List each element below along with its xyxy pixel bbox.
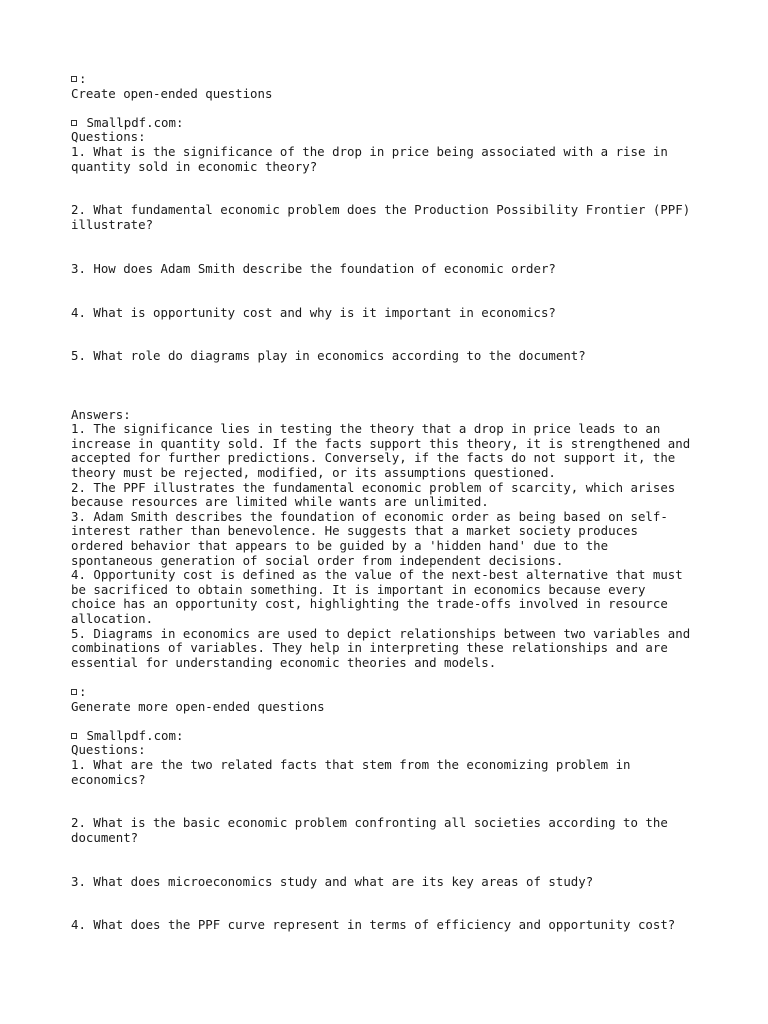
- user-speaker-suffix: :: [79, 683, 87, 699]
- questions-heading: Questions:: [71, 742, 146, 758]
- question-line: 4. What is opportunity cost and why is it important in economics?: [71, 304, 556, 320]
- user-speaker-line: [71, 72, 711, 87]
- answer-line: 2. The PPF illustrates the fundamental economic problem of scarcity, which arises: [71, 479, 676, 495]
- speaker-box-icon: [71, 733, 77, 739]
- question-line: 3. What does microeconomics study and what are its key areas of study?: [71, 873, 594, 889]
- answer-line: interest rather than benevolence. He suggests that a market society produces: [71, 523, 638, 539]
- answer-line: spontaneous generation of social order from independent decisions.: [71, 552, 564, 568]
- question-line: 2. What is the basic economic problem confronting all societies according to the: [71, 815, 668, 831]
- answers-heading: Answers:: [71, 406, 131, 422]
- answer-line: 3. Adam Smith describes the foundation of economic order as being based on self-: [71, 508, 668, 524]
- answer-line: choice has an opportunity cost, highlighting the trade-offs involved in resource: [71, 596, 668, 612]
- speaker-box-icon: [71, 120, 77, 126]
- question-line: illustrate?: [71, 216, 154, 232]
- assistant-speaker-name: Smallpdf.com:: [79, 727, 184, 743]
- document-page: [71, 72, 711, 933]
- user-prompt: Create open-ended questions: [71, 85, 273, 101]
- assistant-speaker-name: Smallpdf.com:: [79, 114, 184, 130]
- answer-line: combinations of variables. They help in interpreting these relationships and are: [71, 640, 668, 656]
- question-line: 3. How does Adam Smith describe the foundation of economic order?: [71, 260, 556, 276]
- answer-line: be sacrificed to obtain something. It is important in economics because every: [71, 581, 646, 597]
- answer-line: allocation.: [71, 610, 154, 626]
- question-line: document?: [71, 829, 139, 845]
- user-prompt: Generate more open-ended questions: [71, 698, 325, 714]
- answer-line: 5. Diagrams in economics are used to depict relationships between two variables and: [71, 625, 691, 641]
- question-line: quantity sold in economic theory?: [71, 158, 318, 174]
- user-speaker-line: [71, 685, 711, 700]
- answer-line: ordered behavior that appears to be guided by a 'hidden hand' due to the: [71, 538, 609, 554]
- assistant-speaker-line: [71, 729, 711, 744]
- answer-line: accepted for further predictions. Conversely, if the facts do not support it, the: [71, 450, 676, 466]
- question-line: 5. What role do diagrams play in economics according to the document?: [71, 348, 586, 364]
- answer-line: essential for understanding economic theories and models.: [71, 654, 497, 670]
- answer-line: 1. The significance lies in testing the theory that a drop in price leads to an: [71, 421, 661, 437]
- question-line: economics?: [71, 771, 146, 787]
- answer-line: theory must be rejected, modified, or its assumptions questioned.: [71, 465, 556, 481]
- speaker-box-icon: [71, 689, 77, 695]
- user-speaker-suffix: :: [79, 71, 87, 86]
- questions-heading: Questions:: [71, 129, 146, 145]
- speaker-box-icon: [71, 76, 77, 82]
- answer-line: because resources are limited while wants are unlimited.: [71, 494, 489, 510]
- question-line: 1. What are the two related facts that stem from the economizing problem in: [71, 756, 631, 772]
- question-line: 2. What fundamental economic problem does the Production Possibility Frontier (PPF): [71, 202, 691, 218]
- answer-line: increase in quantity sold. If the facts support this theory, it is strengthened and: [71, 435, 691, 451]
- question-line: 1. What is the significance of the drop in price being associated with a rise in: [71, 143, 668, 159]
- assistant-speaker-line: [71, 116, 711, 131]
- answer-line: 4. Opportunity cost is defined as the value of the next-best alternative that must: [71, 567, 683, 583]
- question-line: 4. What does the PPF curve represent in terms of efficiency and opportunity cost?: [71, 917, 676, 933]
